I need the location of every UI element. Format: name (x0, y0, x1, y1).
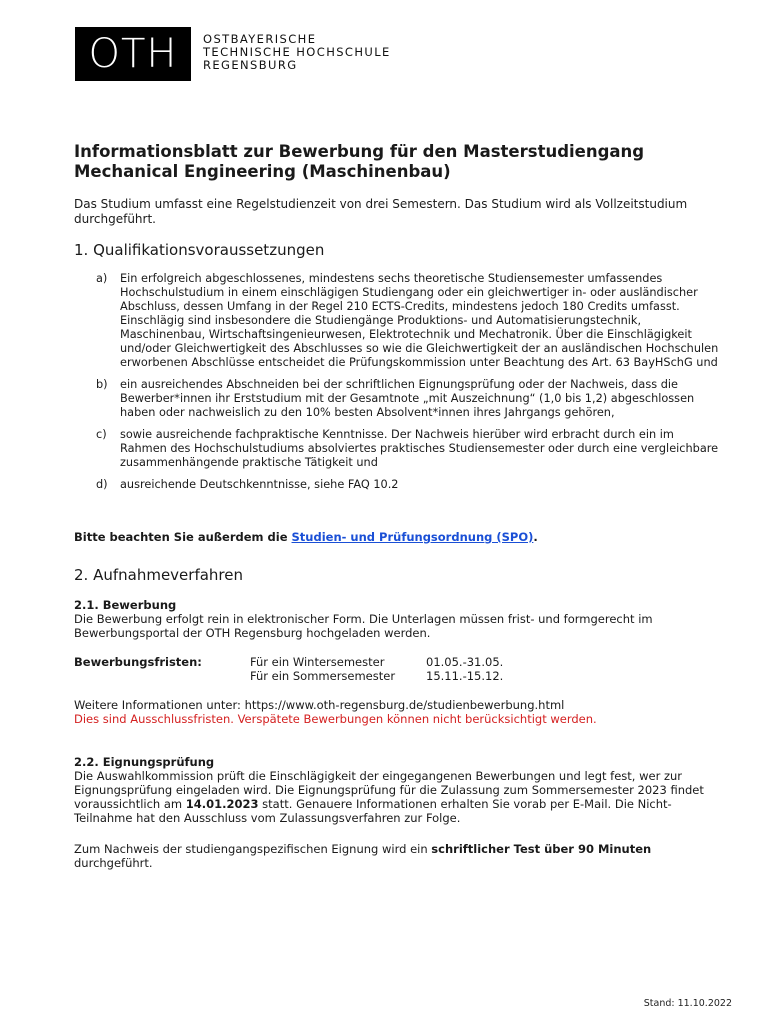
deadline-row (250, 669, 503, 683)
info-url-text: Weitere Informationen unter: https://www.oth-regensburg.de/studienbewerbung.html (74, 698, 565, 712)
subsection-2-1 (74, 598, 724, 640)
section-2-heading: 2. Aufnahmeverfahren (74, 566, 243, 584)
list-item (74, 428, 724, 470)
institution-line-3: REGENSBURG (203, 58, 298, 72)
subsection-2-2 (74, 755, 724, 825)
list-marker: b) (96, 378, 108, 391)
title-line-1: Informationsblatt zur Bewerbung für den Masterstudiengang (74, 142, 645, 161)
note-prefix: Bitte beachten Sie außerdem die (74, 530, 292, 544)
institution-line-1: OSTBAYERISCHE (203, 32, 317, 46)
list-item-text: ein ausreichendes Abschneiden bei der schriftlichen Eignungsprüfung oder der Nachweis, dass die Bewerber*innen ihr Erststudium mit der Gesamtnote „mit Auszeichnung“ (1,0 bis 1,2) abgeschlossen haben oder nachweislich zu den 10% besten Absolvent*innen ihres Jahrgangs gehören, (120, 378, 695, 419)
list-item-text: ausreichende Deutschkenntnisse, siehe FAQ 10.2 (120, 478, 399, 491)
application-info (74, 698, 724, 726)
spo-link[interactable]: Studien- und Prüfungsordnung (SPO) (291, 530, 534, 544)
subsection-2-2-heading: 2.2. Eignungsprüfung (74, 755, 215, 769)
deadline-semester: Für ein Wintersemester (250, 655, 385, 669)
exam-date: 14.01.2023 (185, 797, 259, 811)
institution-name (203, 33, 391, 72)
list-item-text: sowie ausreichende fachpraktische Kenntnisse. Der Nachweis hierüber wird erbracht durch ein im Rahmen des Hochschulstudiums absolviertes praktisches Studiensemester oder durch eine vergleichbare zusammenhängende praktische Tätigkeit und (120, 428, 719, 469)
document-date: Stand: 11.10.2022 (643, 998, 732, 1009)
subsection-2-1-heading: 2.1. Bewerbung (74, 598, 177, 612)
list-marker: a) (96, 272, 108, 285)
oth-logo (75, 27, 191, 81)
deadline-semester: Für ein Sommersemester (250, 669, 396, 683)
logo-mark: OTH (88, 31, 178, 77)
list-item (74, 272, 724, 370)
deadlines-label: Bewerbungsfristen: (74, 655, 202, 669)
intro-paragraph: Das Studium umfasst eine Regelstudienzeit von drei Semestern. Das Studium wird als Vollzeitstudium durchgeführt. (74, 197, 688, 226)
test-duration: schriftlicher Test über 90 Minuten (431, 842, 652, 856)
proof-paragraph (74, 842, 724, 870)
deadline-dates: 15.11.-15.12. (426, 669, 504, 683)
deadline-dates: 01.05.-31.05. (426, 655, 504, 669)
spo-note (74, 530, 724, 544)
list-item (74, 378, 724, 420)
list-item (74, 478, 724, 492)
section-1-heading: 1. Qualifikationsvoraussetzungen (74, 241, 325, 259)
list-item-text: Ein erfolgreich abgeschlossenes, mindestens sechs theoretische Studiensemester umfassendes Hochschulstudium in einem einschlägigen Studiengang oder ein gleichwertiger in- oder ausländischer Abschluss, dessen Umfang in der Regel 210 ECTS-Credits, mindestens jedoch 180 Credits umfasst. Einschlägig sind insbesondere die Studiengänge Produktions- und Automatisierungstechnik, Maschinenbau, Wirtschaftsingenieurwesen, Elektrotechnik und Mechatronik. Über die Einschlägigkeit und/oder Gleichwertigkeit des Abschlusses so wie die Gleichwertigkeit der an ausländischen Hochschulen erworbenen Abschlüsse entscheidet die Prüfungskommission unter Beachtung des Art. 63 BayHSchG und (120, 272, 719, 369)
deadline-warning: Dies sind Ausschlussfristen. Verspätete Bewerbungen können nicht berücksichtigt werden. (74, 712, 597, 726)
subsection-2-1-text: Die Bewerbung erfolgt rein in elektronischer Form. Die Unterlagen müssen frist- und formgerecht im Bewerbungsportal der OTH Regensburg hochgeladen werden. (74, 612, 653, 640)
subsection-2-2-text (74, 769, 724, 825)
document-title (74, 142, 724, 182)
institution-line-2: TECHNISCHE HOCHSCHULE (203, 45, 391, 59)
exam-text-part: statt. Genauere Informationen erhalten Sie vorab per E-Mail. Die Nicht-Teilnahme hat den Ausschluss vom Zulassungsverfahren zur Folge. (74, 797, 672, 825)
proof-text-part: durchgeführt. (74, 856, 153, 870)
list-marker: d) (96, 478, 108, 491)
exam-text-part: Die Auswahlkommission prüft die Einschlägigkeit der eingegangenen Bewerbungen und legt fest, wer zur Eignungsprüfung eingeladen wird. Die Eignungsprüfung für die Zulassung zum Sommersemester 2023 findet voraussichtlich am (74, 769, 704, 811)
note-suffix: . (533, 530, 538, 544)
requirements-list (74, 272, 724, 500)
deadline-row (250, 655, 503, 669)
title-line-2: Mechanical Engineering (Maschinenbau) (74, 162, 451, 181)
proof-text-part: Zum Nachweis der studiengangspezifischen Eignung wird ein (74, 842, 432, 856)
list-marker: c) (96, 428, 107, 441)
